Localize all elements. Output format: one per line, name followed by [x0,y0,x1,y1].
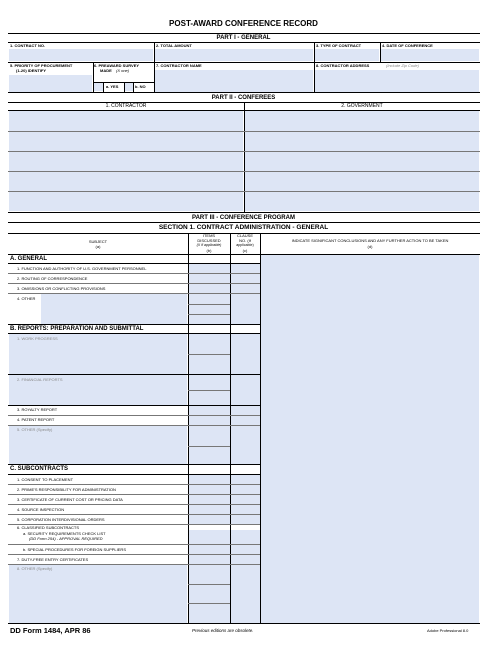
total-amount-field[interactable] [155,49,313,61]
priority-field[interactable] [9,75,92,92]
b4-clause[interactable] [231,416,260,425]
conferee-contractor-3[interactable] [9,152,243,171]
col-clause-header-1: CLAUSE [236,233,253,238]
contract-no-field[interactable] [9,49,153,61]
type-of-contract-field[interactable] [315,49,379,61]
c6a-label: a. SECURITY REQUIREMENTS CHECK LIST [23,531,106,536]
a4-label: 4. OTHER [17,296,36,301]
col-government-header: 2. GOVERNMENT [341,103,383,109]
preaward-no-label: b. NO [135,84,146,89]
c2-label: 2. PRIME'S RESPONSIBILITY FOR ADMINISTRATION [17,487,116,492]
contract-no-label: 1. CONTRACT NO. [10,43,46,48]
c6b-label: b. SPECIAL PROCEDURES FOR FOREIGN SUPPLIERS [23,547,126,552]
a2-label: 2. ROUTING OF CORRESPONDENCE [17,276,88,281]
preaward-yes-checkbox[interactable] [94,83,103,91]
section-b-title: B. REPORTS: PREPARATION AND SUBMITTAL [10,326,144,332]
col-clause-header-2: NO. (If [239,238,251,243]
part2-heading: PART II - CONFEREES [211,95,276,101]
conferee-contractor-2[interactable] [9,132,243,151]
date-of-conference-field[interactable] [381,49,479,61]
conferee-government-3[interactable] [245,152,479,171]
b1-label: 1. WORK PROGRESS [17,336,58,341]
a1-items[interactable] [189,264,230,273]
col-items-header-3: (X if applicable) [196,243,222,247]
col-clause-header-3: applicable) [236,243,254,247]
col-items-header-2: DISCUSSED [197,238,221,243]
preaward-no-checkbox[interactable] [125,83,133,91]
software-note: Adobe Professional 8.0 [427,628,469,633]
preaward-label-2: MADE [100,68,112,73]
priority-label-2: (1-20) IDENTIFY [16,68,47,73]
conferee-contractor-5[interactable] [9,192,243,211]
date-of-conference-label: 4. DATE OF CONFERENCE [382,43,433,48]
c6a-label-2: (DD Form 254) - APPROVAL REQUIRED [29,536,103,541]
a4-clause[interactable] [231,294,260,324]
priority-label-1: 5. PRIORITY OF PROCUREMENT [10,63,73,68]
b5-clause[interactable] [231,426,260,464]
b1-clause[interactable] [231,334,260,374]
b3-label: 3. ROYALTY REPORT [17,407,58,412]
a2-clause[interactable] [231,274,260,283]
a4-items[interactable] [189,294,230,324]
c7-items[interactable] [189,555,230,564]
b5-label: 5. OTHER (Specify) [17,427,53,432]
c8-clause[interactable] [231,565,260,623]
form-number: DD Form 1484, APR 86 [10,626,91,635]
c2-clause[interactable] [231,485,260,494]
c3-clause[interactable] [231,495,260,504]
part3-heading: PART III - CONFERENCE PROGRAM [192,215,295,221]
c4-items[interactable] [189,505,230,514]
type-of-contract-label: 3. TYPE OF CONTRACT [316,43,362,48]
c6a-clause[interactable] [231,530,260,544]
conferee-government-4[interactable] [245,172,479,191]
preaward-x-one: (X one) [116,68,130,73]
preaward-label-1: 6. PREAWARD SURVEY [94,63,140,68]
preaward-yes-label: a. YES [106,84,119,89]
c5-label: 5. CORPORATION INTERDIVISIONAL ORDERS [17,517,105,522]
contractor-name-label: 7. CONTRACTOR NAME [156,63,202,68]
form-title: POST-AWARD CONFERENCE RECORD [169,19,318,28]
a1-label: 1. FUNCTION AND AUTHORITY OF U.S. GOVERNMENT PERSONNEL [17,266,147,271]
c1-clause[interactable] [231,475,260,484]
c2-items[interactable] [189,485,230,494]
b4-items[interactable] [189,416,230,425]
b2-label: 2. FINANCIAL REPORTS [17,377,63,382]
a3-clause[interactable] [231,284,260,293]
conclusions-field[interactable] [261,255,479,623]
c1-label: 1. CONSENT TO PLACEMENT [17,477,74,482]
c1-items[interactable] [189,475,230,484]
a3-label: 3. OMISSIONS OR CONFLICTING PROVISIONS [17,286,106,291]
previous-editions-note: Previous editions are obsolete. [192,628,254,633]
conferee-government-2[interactable] [245,132,479,151]
c7-label: 7. DUTY-FREE ENTRY CERTIFICATES [17,557,89,562]
c4-clause[interactable] [231,505,260,514]
col-items-header-1: ITEMS [202,233,216,238]
c6a-items[interactable] [189,530,230,544]
col-subject-sub: (a) [95,244,101,249]
b3-items[interactable] [189,406,230,415]
c5-items[interactable] [189,515,230,524]
section-a-title: A. GENERAL [10,256,48,262]
col-indicate-header: INDICATE SIGNIFICANT CONCLUSIONS AND ANY FURTHER ACTION TO BE TAKEN [291,238,449,243]
c8-label: 8. OTHER (Specify) [17,566,53,571]
b4-label: 4. PATENT REPORT [17,417,55,422]
col-contractor-header: 1. CONTRACTOR [105,103,147,109]
c8-subject[interactable] [9,565,187,623]
col-clause-sub: (c) [242,248,248,253]
contractor-name-field[interactable] [155,70,313,92]
contractor-address-label: 8. CONTRACTOR ADDRESS [316,63,370,68]
b3-clause[interactable] [231,406,260,415]
c5-clause[interactable] [231,515,260,524]
conferee-government-5[interactable] [245,192,479,211]
conferee-government-1[interactable] [245,111,479,131]
c6b-items[interactable] [189,545,230,554]
b5-items[interactable] [189,426,230,464]
col-items-sub: (b) [206,248,212,253]
b2-clause[interactable] [231,375,260,405]
a2-items[interactable] [189,274,230,283]
c7-clause[interactable] [231,555,260,564]
section-c-title: C. SUBCONTRACTS [10,466,68,472]
c3-items[interactable] [189,495,230,504]
a3-items[interactable] [189,284,230,293]
part1-heading: PART I - GENERAL [216,35,271,41]
total-amount-label: 2. TOTAL AMOUNT [156,43,192,48]
col-indicate-sub: (d) [367,244,373,249]
a1-clause[interactable] [231,264,260,273]
conferee-contractor-4[interactable] [9,172,243,191]
c6b-clause[interactable] [231,545,260,554]
a4-subject[interactable] [41,294,187,324]
c8-items[interactable] [189,565,230,623]
include-zip-note: (Include Zip Code) [386,63,419,68]
c3-label: 3. CERTIFICATE OF CURRENT COST OR PRICING DATA [17,497,123,502]
c6-label: 6. CLASSIFIED SUBCONTRACTS [17,525,80,530]
conferee-contractor-1[interactable] [9,111,243,131]
section1-heading: SECTION 1. CONTRACT ADMINISTRATION - GENERAL [158,224,329,231]
c4-label: 4. SOURCE INSPECTION [17,507,65,512]
contractor-address-field[interactable] [315,70,479,92]
col-subject-header: SUBJECT [88,239,108,244]
